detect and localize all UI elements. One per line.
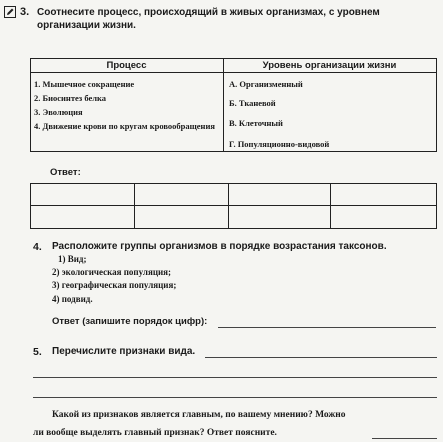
question-3-answer-label: Ответ: <box>50 167 81 178</box>
answer-cell-4[interactable] <box>331 206 436 228</box>
question-4-answer-line[interactable] <box>218 327 436 328</box>
column-header-level: Уровень организации жизни <box>262 60 397 71</box>
option-item: 2) экологическая популяция; <box>52 267 172 277</box>
question-5-followup-answer-line[interactable] <box>372 438 437 439</box>
column-header-process: Процесс <box>106 60 147 71</box>
question-4-answer-label: Ответ (запишите порядок цифр): <box>52 316 208 327</box>
level-item: А. Организменный <box>229 79 303 89</box>
question-5-followup-line: ли вообще выделять главный признак? Ответ поясните. <box>33 428 277 438</box>
option-item: 1) Вид; <box>58 254 87 264</box>
answer-cell-2[interactable] <box>135 206 228 228</box>
process-item: 4. Движение крови по кругам кровообращения <box>34 121 215 131</box>
level-item: Б. Тканевой <box>229 98 276 108</box>
level-item: Г. Популяционно-видовой <box>229 139 330 149</box>
level-item: В. Клеточный <box>229 118 283 128</box>
option-item: 3) географическая популяция; <box>52 280 177 290</box>
question-5-followup-line: Какой из признаков является главным, по вашему мнению? Можно <box>52 410 346 420</box>
question-4-number: 4. <box>33 241 42 253</box>
question-5-text: Перечислите признаки вида. <box>52 346 196 357</box>
question-5-answer-line[interactable] <box>33 377 437 378</box>
process-item: 2. Биосинтез белка <box>34 93 107 103</box>
answer-cell-1[interactable] <box>31 206 134 228</box>
question-5-answer-line[interactable] <box>205 357 437 358</box>
process-item: 1. Мышечное сокращение <box>34 79 135 89</box>
pencil-box-icon <box>4 5 16 17</box>
question-5-answer-line[interactable] <box>33 397 437 398</box>
option-item: 4) подвид. <box>52 294 93 304</box>
question-3-text: Соотнесите процесс, происходящий в живых организмах, с уровнем организации жизни. <box>37 7 380 31</box>
process-item: 3. Эволюция <box>34 107 83 117</box>
question-3-number: 3. <box>20 6 30 18</box>
question-5-number: 5. <box>33 346 42 358</box>
answer-cell-3[interactable] <box>229 206 330 228</box>
question-4-text: Расположите группы организмов в порядке возрастания таксонов. <box>52 241 387 252</box>
